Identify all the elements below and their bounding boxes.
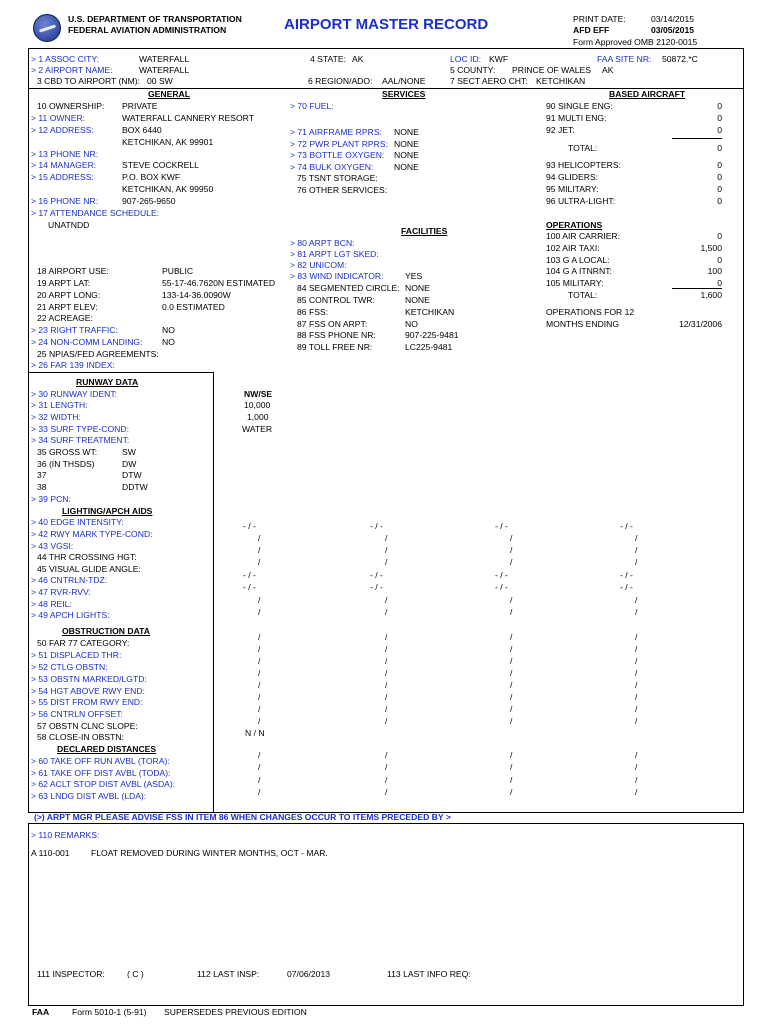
slash-mark: / [385,680,388,690]
length-label: > 31 LENGTH: [31,400,88,410]
manager-address-label: > 15 ADDRESS: [31,172,94,182]
site-nr-label: FAA SITE NR: [597,54,652,64]
attendance: UNATNDD [48,220,90,230]
fuel-label: > 70 FUEL: [290,101,334,111]
last-insp-label: 112 LAST INSP: [197,969,260,979]
slash-mark: / [258,692,261,702]
thsds-label: 36 (IN THSDS) [37,459,95,469]
elev-label: 21 ARPT ELEV: [37,302,98,312]
fss-phone-label: 88 FSS PHONE NR: [297,330,376,340]
control-twr: NONE [405,295,430,305]
slash-mark: / [510,668,513,678]
bottle-oxygen-label: > 73 BOTTLE OXYGEN: [290,150,385,160]
elev: 0.0 ESTIMATED [162,302,225,312]
airport-use: PUBLIC [162,266,194,276]
runway-ident-label: > 30 RUNWAY IDENT: [31,389,118,399]
facilities-heading: FACILITIES [401,226,448,236]
seg-circle-label: 84 SEGMENTED CIRCLE: [297,283,400,293]
slash-mark: / [635,557,638,567]
slash-mark: / [635,750,638,760]
hgt-above-label: > 54 HGT ABOVE RWY END: [31,686,145,696]
cbd-label: 3 CBD TO AIRPORT (NM): [37,76,140,86]
non-comm-label: > 24 NON-COMM LANDING: [31,337,143,347]
far77-label: 50 FAR 77 CATEGORY: [37,638,130,648]
tsnt-storage-label: 75 TSNT STORAGE: [297,173,378,183]
print-date: 03/14/2015 [651,14,695,24]
bulk-oxygen: NONE [394,162,419,172]
military-label: 95 MILITARY: [546,184,599,194]
slash-mark: / [385,775,388,785]
slash-mark: / [510,750,513,760]
slash-mark: / [510,704,513,714]
afd-eff-label: AFD EFF [573,25,610,35]
wind-indicator: YES [405,271,423,281]
slash-mark: / [510,644,513,654]
slash-mark: / [635,632,638,642]
site-nr: 50872.*C [662,54,698,64]
manager-phone: 907-265-9650 [122,196,176,206]
slash-mark: / [258,775,261,785]
control-twr-label: 85 CONTROL TWR: [297,295,375,305]
rvr-rvv-label: > 47 RVR-RVV: [31,587,91,597]
jet: 0 [717,125,722,135]
address-line-1: BOX 6440 [122,125,162,135]
fss-on-arpt: NO [405,319,418,329]
inspector: ( C ) [127,969,144,979]
address-label: > 12 ADDRESS: [31,125,94,135]
surf-type-label: > 33 SURF TYPE-COND: [31,424,129,434]
manager-label: > 14 MANAGER: [31,160,97,170]
reil-label: > 48 REIL: [31,599,72,609]
assoc-city-label: > 1 ASSOC CITY: [31,54,100,64]
surf-treatment-label: > 34 SURF TREATMENT: [31,435,130,445]
displaced-thr-label: > 51 DISPLACED THR: [31,650,122,660]
pcn-label: > 39 PCN: [31,494,71,504]
multi-eng-label: 91 MULTI ENG: [546,113,607,123]
wt-37-label: 37 [37,470,47,480]
dash-slash-mark: - / - [370,570,383,580]
slash-mark: / [258,668,261,678]
services-heading: SERVICES [382,89,426,99]
page-title: AIRPORT MASTER RECORD [284,16,489,33]
surf-type: WATER [242,424,273,434]
wt-37: DTW [122,470,142,480]
slash-mark: / [385,533,388,543]
runway-heading: RUNWAY DATA [76,377,139,387]
clnc-slope-label: 57 OBSTN CLNC SLOPE: [37,721,138,731]
toll-free-label: 89 TOLL FREE NR: [297,342,373,352]
slash-mark: / [385,762,388,772]
gliders-label: 94 GLIDERS: [546,172,599,182]
slash-mark: / [510,632,513,642]
airport-use-label: 18 AIRPORT USE: [37,266,109,276]
slash-mark: / [385,644,388,654]
notice: (>) ARPT MGR PLEASE ADVISE FSS IN ITEM 86 WHEN CHANGES OCCUR TO ITEMS PRECEDED BY > [34,812,451,822]
slash-mark: / [635,692,638,702]
slash-mark: / [635,533,638,543]
close-in: N / N [245,728,265,738]
ops-12-months-label: OPERATIONS FOR 12 [546,307,635,317]
slash-mark: / [385,668,388,678]
dash-slash-mark: - / - [495,582,508,592]
far139-label: > 26 FAR 139 INDEX: [31,360,115,370]
obstruction-heading: OBSTRUCTION DATA [62,626,150,636]
slash-mark: / [385,632,388,642]
airport-name-label: > 2 AIRPORT NAME: [31,65,113,75]
close-in-label: 58 CLOSE-IN OBSTN: [37,732,124,742]
slash-mark: / [510,775,513,785]
slash-mark: / [510,787,513,797]
vgsi-label: > 43 VGSI: [31,541,74,551]
slash-mark: / [635,607,638,617]
slash-mark: / [635,762,638,772]
arpt-bcn-label: > 80 ARPT BCN: [290,238,355,248]
pwr-plant: NONE [394,139,419,149]
single-eng-label: 90 SINGLE ENG: [546,101,613,111]
slash-mark: / [258,595,261,605]
slash-mark: / [258,607,261,617]
dash-slash-mark: - / - [495,521,508,531]
remark-code: A 110-001 [31,848,70,858]
asda-label: > 62 ACLT STOP DIST AVBL (ASDA): [31,779,176,789]
county-state: AK [602,65,614,75]
toll-free: LC225-9481 [405,342,453,352]
manager-phone-label: > 16 PHONE NR: [31,196,99,206]
dash-slash-mark: - / - [243,521,256,531]
dash-slash-mark: - / - [243,582,256,592]
slash-mark: / [258,704,261,714]
ops-military: 0 [717,278,722,288]
sect-label: 7 SECT AERO CHT: [450,76,528,86]
faa-seal-icon [33,14,61,42]
slash-mark: / [385,595,388,605]
thsds: DW [122,459,137,469]
obstn-marked-label: > 53 OBSTN MARKED/LGTD: [31,674,147,684]
slash-mark: / [385,656,388,666]
ultra-light: 0 [717,196,722,206]
owner: WATERFALL CANNERY RESORT [122,113,254,123]
manager-address-line-1: P.O. BOX KWF [122,172,181,182]
slash-mark: / [258,762,261,772]
footer-faa: FAA [32,1007,50,1017]
omb-number: Form Approved OMB 2120-0015 [573,37,698,47]
slash-mark: / [258,716,261,726]
slash-mark: / [510,762,513,772]
slash-mark: / [510,533,513,543]
bottle-oxygen: NONE [394,150,419,160]
state: AK [352,54,364,64]
sect: KETCHIKAN [536,76,586,86]
footer-supersedes: SUPERSEDES PREVIOUS EDITION [164,1007,307,1017]
slash-mark: / [510,595,513,605]
slash-mark: / [510,680,513,690]
region-label: 6 REGION/ADO: [308,76,373,86]
dash-slash-mark: - / - [370,582,383,592]
ops-military-label: 105 MILITARY: [546,278,604,288]
slash-mark: / [385,607,388,617]
afd-eff: 03/05/2015 [651,25,695,35]
ga-itnrnt: 100 [707,266,722,276]
remark-text: FLOAT REMOVED DURING WINTER MONTHS, OCT - MAR. [91,848,328,858]
slash-mark: / [510,545,513,555]
air-carrier: 0 [717,231,722,241]
ga-local-label: 103 G A LOCAL: [546,255,610,265]
slash-mark: / [510,557,513,567]
slash-mark: / [258,656,261,666]
cbd: 00 SW [147,76,173,86]
dash-slash-mark: - / - [620,570,633,580]
thr-crossing-label: 44 THR CROSSING HGT: [37,552,137,562]
wt-38: DDTW [122,482,148,492]
slash-mark: / [258,787,261,797]
last-insp: 07/06/2013 [287,969,331,979]
loc-id: KWF [489,54,509,64]
slash-mark: / [385,750,388,760]
remarks-label: > 110 REMARKS: [31,830,100,840]
unicom-label: > 82 UNICOM: [290,260,347,270]
dash-slash-mark: - / - [243,570,256,580]
visual-glide-label: 45 VISUAL GLIDE ANGLE: [37,564,141,574]
arpt-lgt-label: > 81 ARPT LGT SKED: [290,249,379,259]
phone-label: > 13 PHONE NR: [31,149,99,159]
wt-38-label: 38 [37,482,47,492]
manager: STEVE COCKRELL [122,160,199,170]
slash-mark: / [385,557,388,567]
long-label: 20 ARPT LONG: [37,290,101,300]
county: PRINCE OF WALES [512,65,591,75]
based-total: 0 [717,143,722,153]
edge-intensity-label: > 40 EDGE INTENSITY: [31,517,124,527]
seg-circle: NONE [405,283,430,293]
manager-address-line-2: KETCHIKAN, AK 99950 [122,184,214,194]
slash-mark: / [385,716,388,726]
dist-from-label: > 55 DIST FROM RWY END: [31,697,143,707]
state-label: 4 STATE: [310,54,346,64]
apch-lights-label: > 49 APCH LIGHTS: [31,610,110,620]
lat-label: 19 ARPT LAT: [37,278,91,288]
airframe-label: > 71 AIRFRAME RPRS: [290,127,382,137]
dash-slash-mark: - / - [495,570,508,580]
ga-local: 0 [717,255,722,265]
slash-mark: / [635,545,638,555]
gross-wt: SW [122,447,136,457]
width-label: > 32 WIDTH: [31,412,81,422]
declared-heading: DECLARED DISTANCES [57,744,157,754]
slash-mark: / [635,787,638,797]
toda-label: > 61 TAKE OFF DIST AVBL (TODA): [31,768,171,778]
slash-mark: / [635,716,638,726]
ownership: PRIVATE [122,101,158,111]
acreage-label: 22 ACREAGE: [37,313,93,323]
slash-mark: / [510,656,513,666]
lighting-heading: LIGHTING/APCH AIDS [62,506,153,516]
dash-slash-mark: - / - [620,582,633,592]
agency-line-1: U.S. DEPARTMENT OF TRANSPORTATION [68,14,242,24]
airport-name: WATERFALL [139,65,190,75]
gliders: 0 [717,172,722,182]
lda-label: > 63 LNDG DIST AVBL (LDA): [31,791,147,801]
address-line-2: KETCHIKAN, AK 99901 [122,137,214,147]
right-traffic-label: > 23 RIGHT TRAFFIC: [31,325,118,335]
ga-itnrnt-label: 104 G A ITNRNT: [546,266,612,276]
slash-mark: / [385,545,388,555]
slash-mark: / [258,557,261,567]
slash-mark: / [510,692,513,702]
slash-mark: / [635,644,638,654]
slash-mark: / [258,680,261,690]
helicopters: 0 [717,160,722,170]
operations-heading: OPERATIONS [546,220,603,230]
slash-mark: / [635,704,638,714]
fss-label: 86 FSS: [297,307,329,317]
based-aircraft-heading: BASED AIRCRAFT [609,89,686,99]
pwr-plant-label: > 72 PWR PLANT RPRS: [290,139,388,149]
slash-mark: / [385,787,388,797]
county-label: 5 COUNTY: [450,65,496,75]
gross-wt-label: 35 GROSS WT: [37,447,98,457]
other-services-label: 76 OTHER SERVICES: [297,185,388,195]
fss: KETCHIKAN [405,307,455,317]
fss-phone: 907-225-9481 [405,330,459,340]
jet-label: 92 JET: [546,125,575,135]
right-traffic: NO [162,325,175,335]
air-taxi: 1,500 [700,243,722,253]
slash-mark: / [385,704,388,714]
inspector-label: 111 INSPECTOR: [37,969,105,979]
tora-label: > 60 TAKE OFF RUN AVBL (TORA): [31,756,170,766]
attendance-label: > 17 ATTENDANCE SCHEDULE: [31,208,160,218]
loc-id-label: LOC ID: [450,54,482,64]
cntrln-tdz-label: > 46 CNTRLN-TDZ: [31,575,108,585]
rwy-mark-label: > 42 RWY MARK TYPE-COND: [31,529,153,539]
dash-slash-mark: - / - [620,521,633,531]
bulk-oxygen-label: > 74 BULK OXYGEN: [290,162,374,172]
long: 133-14-36.0090W [162,290,231,300]
slash-mark: / [635,775,638,785]
months-ending-label: MONTHS ENDING [546,319,620,329]
slash-mark: / [258,632,261,642]
military: 0 [717,184,722,194]
slash-mark: / [635,680,638,690]
non-comm: NO [162,337,175,347]
runway-ident: NW/SE [244,389,273,399]
single-eng: 0 [717,101,722,111]
owner-label: > 11 OWNER: [31,113,86,123]
length: 10,000 [244,400,271,410]
wind-indicator-label: > 83 WIND INDICATOR: [290,271,384,281]
agency-line-2: FEDERAL AVIATION ADMINISTRATION [68,25,227,35]
assoc-city: WATERFALL [139,54,190,64]
ops-total-label: TOTAL: [568,290,598,300]
air-carrier-label: 100 AIR CARRIER: [546,231,621,241]
slash-mark: / [510,607,513,617]
airframe: NONE [394,127,419,137]
dash-slash-mark: - / - [370,521,383,531]
slash-mark: / [510,716,513,726]
multi-eng: 0 [717,113,722,123]
slash-mark: / [385,692,388,702]
ctlg-obstn-label: > 52 CTLG OBSTN: [31,662,108,672]
slash-mark: / [258,750,261,760]
slash-mark: / [635,595,638,605]
slash-mark: / [635,668,638,678]
ultra-light-label: 96 ULTRA-LIGHT: [546,196,616,206]
fss-on-arpt-label: 87 FSS ON ARPT: [297,319,368,329]
width: 1,000 [247,412,269,422]
slash-mark: / [258,533,261,543]
footer-form: Form 5010-1 (5-91) [72,1007,147,1017]
based-total-label: TOTAL: [568,143,598,153]
print-date-label: PRINT DATE: [573,14,626,24]
cntrln-offset-label: > 56 CNTRLN OFFSET: [31,709,123,719]
ops-total: 1,600 [700,290,722,300]
region: AAL/NONE [382,76,426,86]
npias-label: 25 NPIAS/FED AGREEMENTS: [37,349,159,359]
air-taxi-label: 102 AIR TAXI: [546,243,600,253]
last-info-label: 113 LAST INFO REQ: [387,969,471,979]
general-heading: GENERAL [148,89,191,99]
slash-mark: / [635,656,638,666]
slash-mark: / [258,545,261,555]
months-ending: 12/31/2006 [678,319,722,329]
slash-mark: / [258,644,261,654]
ownership-label: 10 OWNERSHIP: [37,101,105,111]
lat: 55-17-46.7620N ESTIMATED [162,278,276,288]
helicopters-label: 93 HELICOPTERS: [546,160,621,170]
